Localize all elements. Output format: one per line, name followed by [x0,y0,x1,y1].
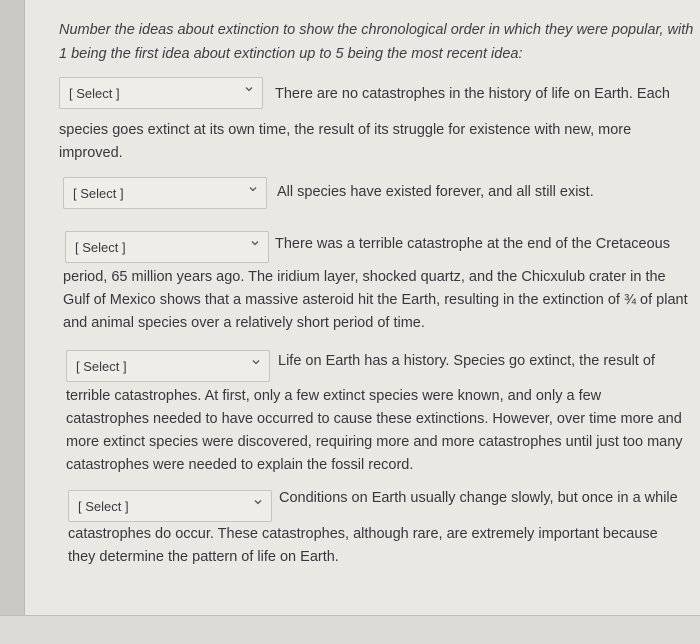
chevron-down-icon [249,185,257,193]
select-value: [ Select ] [69,86,120,101]
select-value: [ Select ] [75,240,126,255]
item-3-first-line: There was a terrible catastrophe at the end of the Cretaceous [275,236,670,252]
order-select-3[interactable] [65,231,269,263]
item-2-first-line: All species have existed forever, and all still exist. [277,184,594,200]
item-4-first-line: Life on Earth has a history. Species go extinct, the result of [278,353,655,369]
chevron-down-icon [254,498,262,506]
select-value: [ Select ] [73,186,124,201]
order-select-2[interactable] [63,177,267,209]
order-select-1[interactable] [59,77,263,109]
order-select-5[interactable] [68,490,272,522]
chevron-down-icon [251,239,259,247]
question-text: Number the ideas about extinction to show the chronological order in which they were popular, with 1 being the first idea about extinction up to 5 being the most recent idea: [59,22,694,62]
item-1-continuation: species goes extinct at its own time, the result of its struggle for existence with new, more improved. [59,122,632,161]
item-5-continuation: catastrophes do occur. These catastrophes, although rare, are extremely important because they determine the pattern of life on Earth. [68,526,658,565]
item-1-first-line: There are no catastrophes in the history of life on Earth. Each [275,86,670,102]
page-bottom-edge [0,615,700,644]
item-4-continuation: terrible catastrophes. At first, only a few extinct species were known, and only a few catastrophes needed to have occurred to cause these extinctions. However, over time more and more extinct species were discovered, requiring more and more catastrophes until just too many catastrophes were needed to explain the fossil record. [66,388,683,473]
item-3-continuation: period, 65 million years ago. The iridium layer, shocked quartz, and the Chicxulub crater in the Gulf of Mexico shows that a massive asteroid hit the Earth, resulting in the extinction of ¾ of plant and animal species over a relatively short period of time. [63,269,688,331]
item-5-first-line: Conditions on Earth usually change slowly, but once in a while [279,490,678,506]
question-card [24,0,700,615]
select-value: [ Select ] [76,359,127,374]
order-select-4[interactable] [66,350,270,382]
chevron-down-icon [245,85,253,93]
chevron-down-icon [252,358,260,366]
select-value: [ Select ] [78,499,129,514]
